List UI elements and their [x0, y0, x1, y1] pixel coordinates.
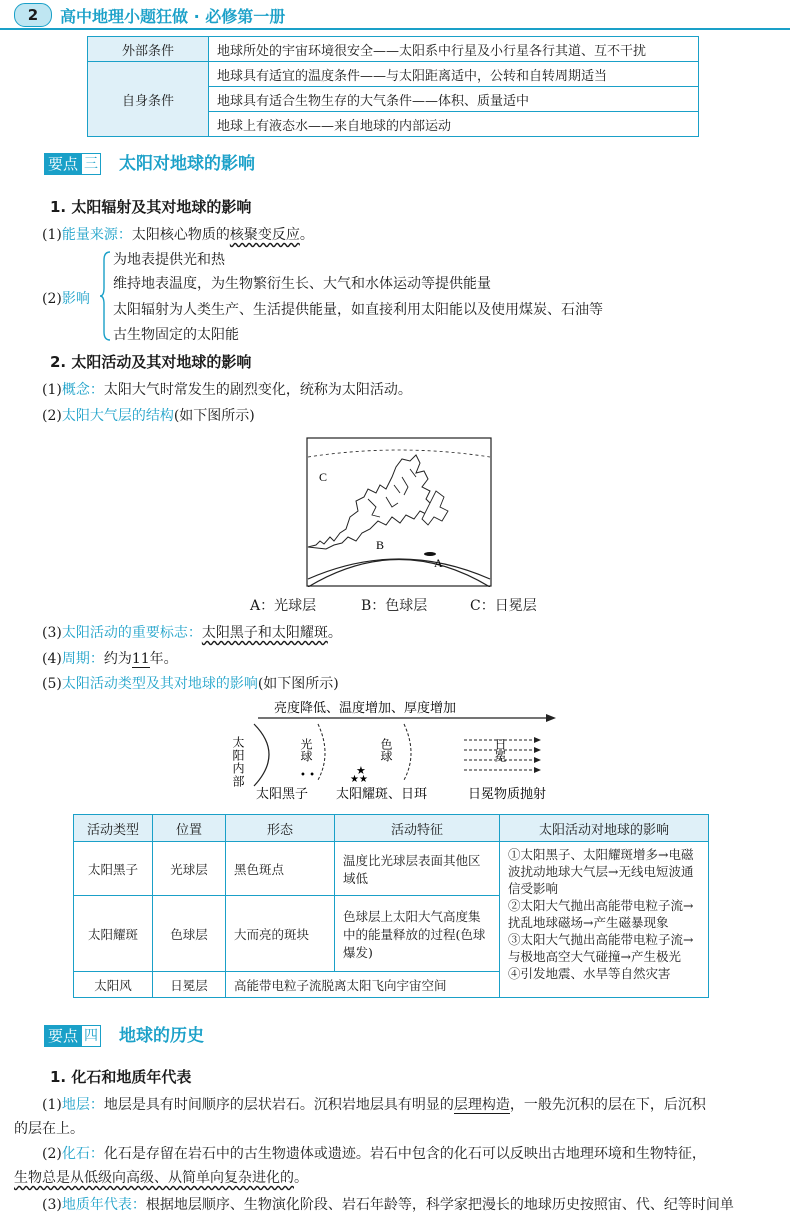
- term-label: 太阳活动类型及其对地球的影响: [61, 676, 258, 692]
- table-row: [74, 842, 709, 896]
- subsection-title: 1. 太阳辐射及其对地球的影响: [50, 198, 252, 216]
- text-span: ，一般先沉积的层在下，后沉积: [509, 1097, 706, 1113]
- cell-type: 太阳黑子: [74, 842, 153, 896]
- emphasis-text: 核聚变反应: [229, 227, 300, 243]
- text-span: 太阳核心物质的: [131, 227, 230, 243]
- page-number-badge: 2: [14, 3, 52, 27]
- photosphere-label: 光球: [299, 738, 313, 762]
- brace-icon: [100, 250, 112, 342]
- text-span: 根据地层顺序、生物演化阶段、岩石年龄等，科学家把漫长的地球历史按照宙、代、纪等时间单: [145, 1197, 734, 1213]
- text-span: 化石是存留在岩石中的古生物遗体或遗迹。岩石中包含的化石可以反映出古地理环境和生物特征，: [103, 1146, 706, 1162]
- corona-label: 日冕: [493, 738, 507, 762]
- cell-type: 太阳风: [74, 972, 153, 998]
- label-b: B: [376, 538, 385, 552]
- text-span: 太阳大气时常发生的剧烈变化，统称为太阳活动。: [103, 382, 412, 398]
- book-title: 高中地理小题狂做 · 必修第一册: [60, 7, 286, 26]
- table-cell-text: 地球上有液态水——来自地球的内部运动: [209, 112, 699, 137]
- text-line: [42, 379, 412, 399]
- column-header: 活动类型: [74, 815, 153, 842]
- section-number: 四: [81, 1025, 101, 1047]
- sun-interior-label: 太阳内部: [231, 736, 245, 788]
- text-span: 。: [327, 625, 342, 641]
- list-item: 古生物固定的太阳能: [113, 327, 239, 343]
- term-label: 太阳大气层的结构: [61, 408, 174, 424]
- emphasis-text: 层理构造: [453, 1097, 510, 1113]
- text-span: (如下图所示): [257, 676, 339, 692]
- text-span: 约为: [103, 651, 132, 667]
- text-line: [14, 1167, 308, 1187]
- conditions-table: [87, 36, 699, 137]
- emphasis-text: 生物总是从低级向高级、从简单向复杂进化的: [14, 1170, 294, 1186]
- figure-caption: C：日冕层: [470, 598, 537, 614]
- column-header: 形态: [226, 815, 335, 842]
- list-number: (2): [42, 1146, 62, 1162]
- list-item: 太阳辐射为人类生产、生活提供能量，如直接利用太阳能以及使用煤炭、石油等: [113, 302, 603, 318]
- list-number: (2): [42, 291, 62, 307]
- cell-position: 色球层: [153, 896, 226, 972]
- list-number: (1): [42, 227, 62, 243]
- table-row: [88, 37, 699, 62]
- cell-feature: 温度比光球层表面其他区域低: [335, 842, 500, 896]
- flare-stars-icon: ★★: [350, 774, 368, 785]
- term-label: 地层：: [61, 1097, 104, 1113]
- label-a: A: [434, 556, 443, 570]
- text-span: (如下图所示): [173, 408, 255, 424]
- text-span: 地层是具有时间顺序的层状岩石。沉积岩地层具有明显的: [103, 1097, 454, 1113]
- cell-position: 日冕层: [153, 972, 226, 998]
- cell-shape-feature: 高能带电粒子流脱离太阳飞向宇宙空间: [226, 972, 500, 998]
- list-item: 维持地表温度，为生物繁衍生长、大气和水体运动等提供能量: [113, 276, 491, 292]
- cell-type: 太阳耀斑: [74, 896, 153, 972]
- text-line: [42, 288, 90, 308]
- table-header-row: [74, 815, 709, 842]
- subsection-title: 2. 太阳活动及其对地球的影响: [50, 353, 252, 371]
- column-header: 活动特征: [335, 815, 500, 842]
- text-line: [42, 1094, 706, 1114]
- solar-activity-table: [73, 814, 709, 998]
- caption-flare: 太阳耀斑、日珥: [336, 786, 428, 801]
- section-number: 三: [81, 153, 101, 175]
- column-header: 太阳活动对地球的影响: [500, 815, 709, 842]
- cell-shape: 大而亮的斑块: [226, 896, 335, 972]
- sunspot-dots-icon: • •: [300, 770, 315, 781]
- table-row: [88, 62, 699, 87]
- term-label: 影响: [61, 291, 90, 307]
- text-line: [42, 1194, 734, 1214]
- term-label: 化石：: [61, 1146, 104, 1162]
- list-item: 为地表提供光和热: [113, 252, 225, 268]
- page-header: [0, 0, 790, 30]
- arrow-label: 亮度降低、温度增加、厚度增加: [274, 700, 457, 715]
- list-number: (3): [42, 625, 62, 641]
- cell-shape: 黑色斑点: [226, 842, 335, 896]
- header-divider: [0, 28, 790, 30]
- emphasis-text: 11: [131, 651, 150, 667]
- subsection-title: 1. 化石和地质年代表: [50, 1068, 192, 1086]
- table-cell-text: 地球具有适合生物生存的大气条件——体积、质量适中: [209, 87, 699, 112]
- term-label: 能量来源：: [61, 227, 132, 243]
- text-line: [42, 1143, 706, 1163]
- section-heading: [44, 1025, 204, 1049]
- solar-activity-figure: [228, 698, 558, 806]
- list-number: (4): [42, 651, 62, 667]
- text-span: 年。: [149, 651, 178, 667]
- chromosphere-label: 色球: [379, 738, 393, 762]
- section-heading: [44, 153, 255, 177]
- section-tag: 要点: [44, 153, 82, 175]
- emphasis-text: 太阳黑子和太阳耀斑: [201, 625, 328, 641]
- text-span: 。: [299, 227, 314, 243]
- text-line: [42, 648, 178, 668]
- caption-cme: 日冕物质抛射: [468, 786, 547, 801]
- term-label: 太阳活动的重要标志：: [61, 625, 202, 641]
- section-title: 地球的历史: [119, 1026, 205, 1046]
- cell-position: 光球层: [153, 842, 226, 896]
- list-number: (1): [42, 1097, 62, 1113]
- term-label: 周期：: [61, 651, 104, 667]
- effect-item: ①太阳黑子、太阳耀斑增多→电磁波扰动地球大气层→无线电短波通信受影响: [508, 847, 694, 896]
- list-number: (5): [42, 676, 62, 692]
- text-line: [42, 405, 255, 425]
- table-cell-text: 地球具有适宜的温度条件——与太阳距离适中，公转和自转周期适当: [209, 62, 699, 87]
- effect-item: ③太阳大气抛出高能带电粒子流→与极地高空大气碰撞→产生极光: [508, 932, 694, 964]
- text-span: 。: [294, 1170, 308, 1186]
- effect-item: ④引发地震、水旱等自然灾害: [508, 966, 671, 981]
- flare-stars-icon: ★: [356, 764, 366, 777]
- table-cell-category: 外部条件: [88, 37, 209, 62]
- cell-feature: 色球层上太阳大气高度集中的能量释放的过程(色球爆发): [335, 896, 500, 972]
- figure-caption: B：色球层: [361, 598, 428, 614]
- section-title: 太阳对地球的影响: [119, 154, 256, 174]
- list-number: (2): [42, 408, 62, 424]
- text-line: 的层在上。: [14, 1121, 84, 1137]
- sun-atmosphere-figure: [306, 437, 492, 587]
- figure-caption: A：光球层: [250, 598, 317, 614]
- table-cell-category: 自身条件: [88, 62, 209, 137]
- label-c: C: [319, 470, 328, 484]
- caption-sunspot: 太阳黑子: [256, 786, 309, 801]
- text-line: [42, 622, 342, 642]
- text-line: [42, 673, 339, 693]
- text-line: [42, 224, 314, 244]
- term-label: 地质年代表：: [61, 1197, 146, 1213]
- column-header: 位置: [153, 815, 226, 842]
- effect-item: ②太阳大气抛出高能带电粒子流→扰乱地球磁场→产生磁暴现象: [508, 898, 694, 930]
- cell-effects: [500, 842, 709, 998]
- section-tag: 要点: [44, 1025, 82, 1047]
- list-number: (1): [42, 382, 62, 398]
- list-number: (3): [42, 1197, 62, 1213]
- table-cell-text: 地球所处的宇宙环境很安全——太阳系中行星及小行星各行其道、互不干扰: [209, 37, 699, 62]
- term-label: 概念：: [61, 382, 104, 398]
